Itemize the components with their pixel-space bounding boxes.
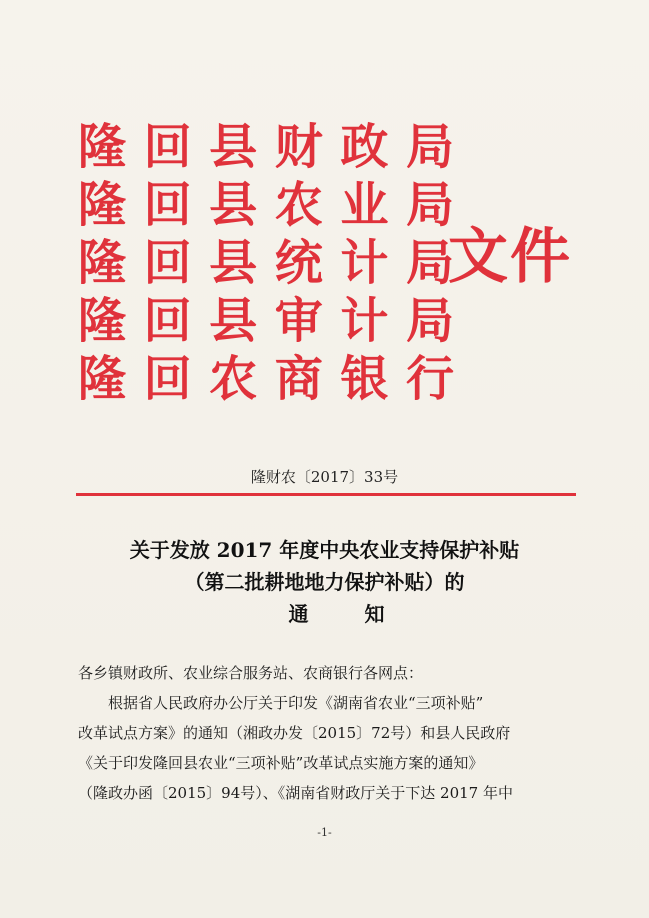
paragraph-line: （隆政办函〔2015〕94号）、《湖南省财政厅关于下达 2017 年中 [78, 784, 513, 802]
page-number: -1- [317, 826, 332, 839]
issuer-char: 隆 [77, 235, 126, 291]
issuer-char: 县 [209, 177, 258, 233]
issuer-char: 隆 [77, 293, 126, 349]
issuer-char: 局 [405, 119, 454, 175]
issuer-char: 审 [274, 293, 323, 349]
issuing-agencies [76, 118, 456, 408]
issuer-char: 隆 [77, 119, 126, 175]
issuer-char: 县 [209, 119, 258, 175]
issuer-rural-commercial-bank [76, 350, 456, 408]
issuer-char: 农 [274, 177, 323, 233]
issuer-char: 财 [274, 119, 323, 175]
issuer-char: 回 [143, 119, 192, 175]
issuer-char: 行 [405, 351, 454, 407]
issuer-char: 统 [274, 235, 323, 291]
title-line-2: （第二批耕地地力保护补贴）的 [184, 570, 465, 594]
issuer-char: 回 [143, 351, 192, 407]
issuer-char: 商 [274, 351, 323, 407]
issuer-char: 县 [209, 235, 258, 291]
body-paragraph [78, 688, 578, 808]
issuer-char: 计 [340, 293, 389, 349]
salutation: 各乡镇财政所、农业综合服务站、农商银行各网点： [78, 664, 424, 682]
issuer-agriculture-bureau [76, 176, 456, 234]
issuer-char: 计 [340, 235, 389, 291]
title-line-3: 通知 [288, 602, 441, 626]
title-line-1: 关于发放 2017 年度中央农业支持保护补贴 [129, 538, 520, 562]
issuer-audit-bureau [76, 292, 456, 350]
issuer-char: 回 [143, 235, 192, 291]
issuer-char: 业 [340, 177, 389, 233]
issuer-char: 农 [209, 351, 258, 407]
paragraph-line: 根据省人民政府办公厅关于印发《湖南省农业“三项补贴” [78, 694, 484, 712]
document-number: 隆财农〔2017〕33号 [250, 468, 399, 486]
paragraph-line: 《关于印发隆回县农业“三项补贴”改革试点实施方案的通知》 [78, 754, 484, 772]
issuer-finance-bureau [76, 118, 456, 176]
issuer-char: 银 [340, 351, 389, 407]
red-divider [76, 493, 576, 496]
issuer-char: 隆 [77, 351, 126, 407]
issuer-char: 县 [209, 293, 258, 349]
issuer-char: 政 [340, 119, 389, 175]
issuer-char: 局 [405, 293, 454, 349]
issuer-statistics-bureau [76, 234, 456, 292]
issuer-char: 回 [143, 293, 192, 349]
issuer-char: 隆 [77, 177, 126, 233]
issuer-char: 局 [405, 235, 454, 291]
paragraph-line: 改革试点方案》的通知（湘政办发〔2015〕72号）和县人民政府 [78, 724, 511, 742]
document-label: 文件 [448, 222, 572, 292]
issuer-char: 局 [405, 177, 454, 233]
issuer-char: 回 [143, 177, 192, 233]
